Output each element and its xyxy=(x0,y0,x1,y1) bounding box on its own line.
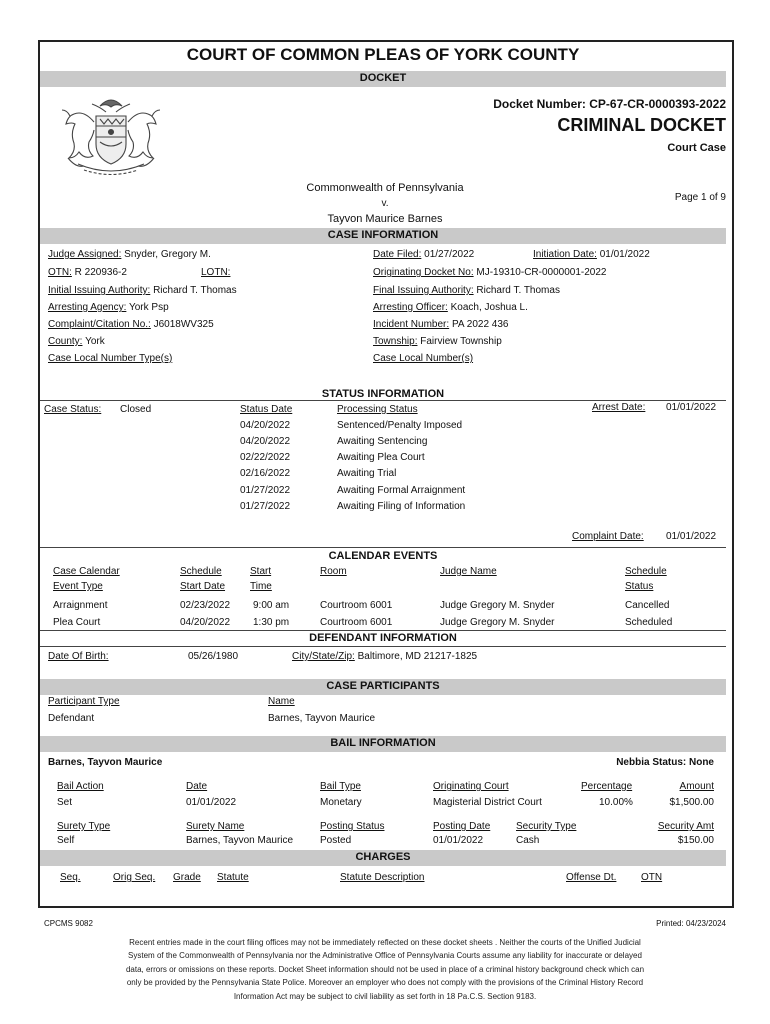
charges-header-grade: Grade xyxy=(173,872,201,883)
arrest-date-value: 01/01/2022 xyxy=(666,402,717,413)
case-status-label: Case Status: xyxy=(44,404,102,415)
bail-header-amount: Amount xyxy=(679,781,714,792)
charges-header-otn: OTN xyxy=(641,872,663,883)
bail-title: BAIL INFORMATION xyxy=(330,737,436,749)
participant-type-header: Participant Type xyxy=(48,696,120,707)
disclaimer-line: data, errors or omissions on these reports. Docket Sheet information should not be used in place of a criminal history background check which can xyxy=(125,964,645,974)
status-row-status: Awaiting Plea Court xyxy=(337,452,425,463)
lotn: LOTN: xyxy=(201,267,231,278)
bail-row-date: 01/01/2022 xyxy=(186,797,237,808)
bail-header-percentage: Percentage xyxy=(581,781,633,792)
disclaimer-line: Information Act may be subject to civil liability as set forth in 18 Pa.C.S. Section 9183. xyxy=(233,991,537,1001)
form-number: CPCMS 9082 xyxy=(44,919,93,928)
otn: OTN: R 220936-2 xyxy=(48,267,127,278)
status-info-rule xyxy=(40,400,726,401)
status-row-status: Awaiting Sentencing xyxy=(337,436,428,447)
bail-header-court: Originating Court xyxy=(433,781,509,792)
surety-row-type: Self xyxy=(57,835,75,846)
calendar-row-room: Courtroom 6001 xyxy=(320,617,393,628)
surety-header-type: Surety Type xyxy=(57,821,111,832)
bail-row-amount: $1,500.00 xyxy=(669,797,714,808)
case-local-number-types: Case Local Number Type(s) xyxy=(48,353,173,364)
processing-status-header: Processing Status xyxy=(337,404,418,415)
pennsylvania-seal-icon xyxy=(48,92,174,178)
status-row: 02/22/2022 xyxy=(240,452,291,463)
case-status-value: Closed xyxy=(120,404,152,415)
calendar-header-time-1: Start xyxy=(250,566,272,577)
bail-row-type: Monetary xyxy=(320,797,362,808)
disclaimer-line: only be provided by the Pennsylvania State Police. Moreover an employer who does not comply with the provisions of the Criminal History Record xyxy=(126,978,644,988)
case-kind: Court Case xyxy=(667,142,726,154)
surety-header-security-type: Security Type xyxy=(516,821,577,832)
calendar-row-status: Cancelled xyxy=(625,600,670,611)
court-title: COURT OF COMMON PLEAS OF YORK COUNTY xyxy=(186,45,580,64)
charges-header-seq: Seq. xyxy=(60,872,81,883)
complaint-date-value: 01/01/2022 xyxy=(666,531,717,542)
arresting-officer: Arresting Officer: Koach, Joshua L. xyxy=(373,302,528,313)
status-row-status: Awaiting Formal Arraignment xyxy=(337,485,466,496)
arresting-agency: Arresting Agency: York Psp xyxy=(48,302,169,313)
calendar-row-date: 02/23/2022 xyxy=(180,600,231,611)
calendar-header-status-2: Status xyxy=(625,581,654,592)
charges-header-statute: Statute xyxy=(217,872,249,883)
charges-header-description: Statute Description xyxy=(340,872,425,883)
calendar-row-date: 04/20/2022 xyxy=(180,617,231,628)
surety-header-security-amt: Security Amt xyxy=(657,821,714,832)
status-row: 04/20/2022 xyxy=(240,420,291,431)
calendar-header-status-1: Schedule xyxy=(625,566,667,577)
status-row-status: Awaiting Filing of Information xyxy=(337,501,466,512)
status-row: 01/27/2022 xyxy=(240,485,291,496)
participant-name-value: Barnes, Tayvon Maurice xyxy=(268,713,376,724)
status-row: 02/16/2022 xyxy=(240,468,291,479)
calendar-header-event-2: Event Type xyxy=(53,581,103,592)
initiation-date: Initiation Date: 01/01/2022 xyxy=(533,249,650,260)
calendar-row-judge: Judge Gregory M. Snyder xyxy=(440,617,555,628)
dob-value: 05/26/1980 xyxy=(188,651,239,662)
calendar-header-date-2: Start Date xyxy=(180,581,226,592)
complaint-date-label: Complaint Date: xyxy=(572,531,644,542)
surety-header-posting-status: Posting Status xyxy=(320,821,385,832)
surety-row-security-amt: $150.00 xyxy=(677,835,714,846)
calendar-events-title: CALENDAR EVENTS xyxy=(328,550,438,562)
dob-label: Date Of Birth: xyxy=(48,651,109,662)
county: County: York xyxy=(48,336,105,347)
surety-row-security-type: Cash xyxy=(516,835,540,846)
surety-row-name: Barnes, Tayvon Maurice xyxy=(186,835,294,846)
calendar-events-rule xyxy=(40,547,726,548)
calendar-row-room: Courtroom 6001 xyxy=(320,600,393,611)
caption-versus: v. xyxy=(381,198,389,209)
calendar-row-event: Plea Court xyxy=(53,617,101,628)
surety-header-posting-date: Posting Date xyxy=(433,821,491,832)
complaint-citation: Complaint/Citation No.: J6018WV325 xyxy=(48,319,214,330)
bail-header-type: Bail Type xyxy=(320,781,361,792)
charges-title: CHARGES xyxy=(355,851,411,863)
calendar-header-date-1: Schedule xyxy=(180,566,222,577)
calendar-row-status: Scheduled xyxy=(625,617,673,628)
charges-header-offense-dt: Offense Dt. xyxy=(566,872,617,883)
status-date-header: Status Date xyxy=(240,404,293,415)
case-local-numbers: Case Local Number(s) xyxy=(373,353,474,364)
arrest-date-label: Arrest Date: xyxy=(592,402,646,413)
disclaimer-line: System of the Commonwealth of Pennsylvania nor the Administrative Office of Pennsylvania Courts assume any liability for inaccurate or delayed xyxy=(128,951,642,961)
calendar-row-time: 9:00 am xyxy=(253,600,290,611)
surety-header-name: Surety Name xyxy=(186,821,245,832)
status-row-status: Awaiting Trial xyxy=(337,468,397,479)
township: Township: Fairview Township xyxy=(373,336,502,347)
calendar-header-room: Room xyxy=(320,566,347,577)
judge-assigned: Judge Assigned: Snyder, Gregory M. xyxy=(48,249,211,260)
bail-defendant: Barnes, Tayvon Maurice xyxy=(48,757,163,768)
calendar-header-time-2: Time xyxy=(250,581,272,592)
printed-date: Printed: 04/23/2024 xyxy=(656,919,726,928)
calendar-header-judge: Judge Name xyxy=(440,566,497,577)
caption-defendant: Tayvon Maurice Barnes xyxy=(327,213,443,225)
disclaimer xyxy=(60,936,710,1003)
calendar-header-event-1: Case Calendar xyxy=(53,566,120,577)
initial-issuing-authority: Initial Issuing Authority: Richard T. Thomas xyxy=(48,285,237,296)
bail-row-court: Magisterial District Court xyxy=(433,797,542,808)
nebbia-status: Nebbia Status: None xyxy=(616,757,714,768)
calendar-row-event: Arraignment xyxy=(53,600,108,611)
final-issuing-authority: Final Issuing Authority: Richard T. Thomas xyxy=(373,285,560,296)
disclaimer-line: Recent entries made in the court filing offices may not be immediately reflected on these docket sheets . Neither the courts of the Unified Judicial xyxy=(129,938,641,947)
participants-title: CASE PARTICIPANTS xyxy=(326,680,440,692)
case-info-title: CASE INFORMATION xyxy=(327,229,439,241)
status-info-title: STATUS INFORMATION xyxy=(321,388,445,400)
bail-header-date: Date xyxy=(186,781,208,792)
bail-row-percentage: 10.00% xyxy=(599,797,633,808)
calendar-row-time: 1:30 pm xyxy=(253,617,290,628)
docket-title: DOCKET xyxy=(359,72,407,84)
caption-plaintiff: Commonwealth of Pennsylvania xyxy=(306,182,464,194)
participant-type-value: Defendant xyxy=(48,713,95,724)
charges-header-orig-seq: Orig Seq. xyxy=(113,872,156,883)
surety-row-posting-status: Posted xyxy=(320,835,352,846)
date-filed: Date Filed: 01/27/2022 xyxy=(373,249,475,260)
participant-name-header: Name xyxy=(268,696,295,707)
status-row-status: Sentenced/Penalty Imposed xyxy=(337,420,463,431)
page-number: Page 1 of 9 xyxy=(674,192,726,203)
calendar-row-judge: Judge Gregory M. Snyder xyxy=(440,600,555,611)
defendant-info-title: DEFENDANT INFORMATION xyxy=(309,632,457,644)
defendant-info-rule xyxy=(40,630,726,631)
originating-docket: Originating Docket No: MJ-19310-CR-0000001-2022 xyxy=(373,267,607,278)
defendant-info-rule-bottom xyxy=(40,646,726,647)
docket-kind: CRIMINAL DOCKET xyxy=(557,115,726,135)
surety-row-posting-date: 01/01/2022 xyxy=(433,835,484,846)
docket-number: Docket Number: CP-67-CR-0000393-2022 xyxy=(493,97,726,111)
bail-header-action: Bail Action xyxy=(57,781,104,792)
city-state-zip: City/State/Zip: Baltimore, MD 21217-1825 xyxy=(292,651,478,662)
incident-number: Incident Number: PA 2022 436 xyxy=(373,319,509,330)
status-row: 01/27/2022 xyxy=(240,501,291,512)
bail-row-action: Set xyxy=(57,797,73,808)
status-row: 04/20/2022 xyxy=(240,436,291,447)
